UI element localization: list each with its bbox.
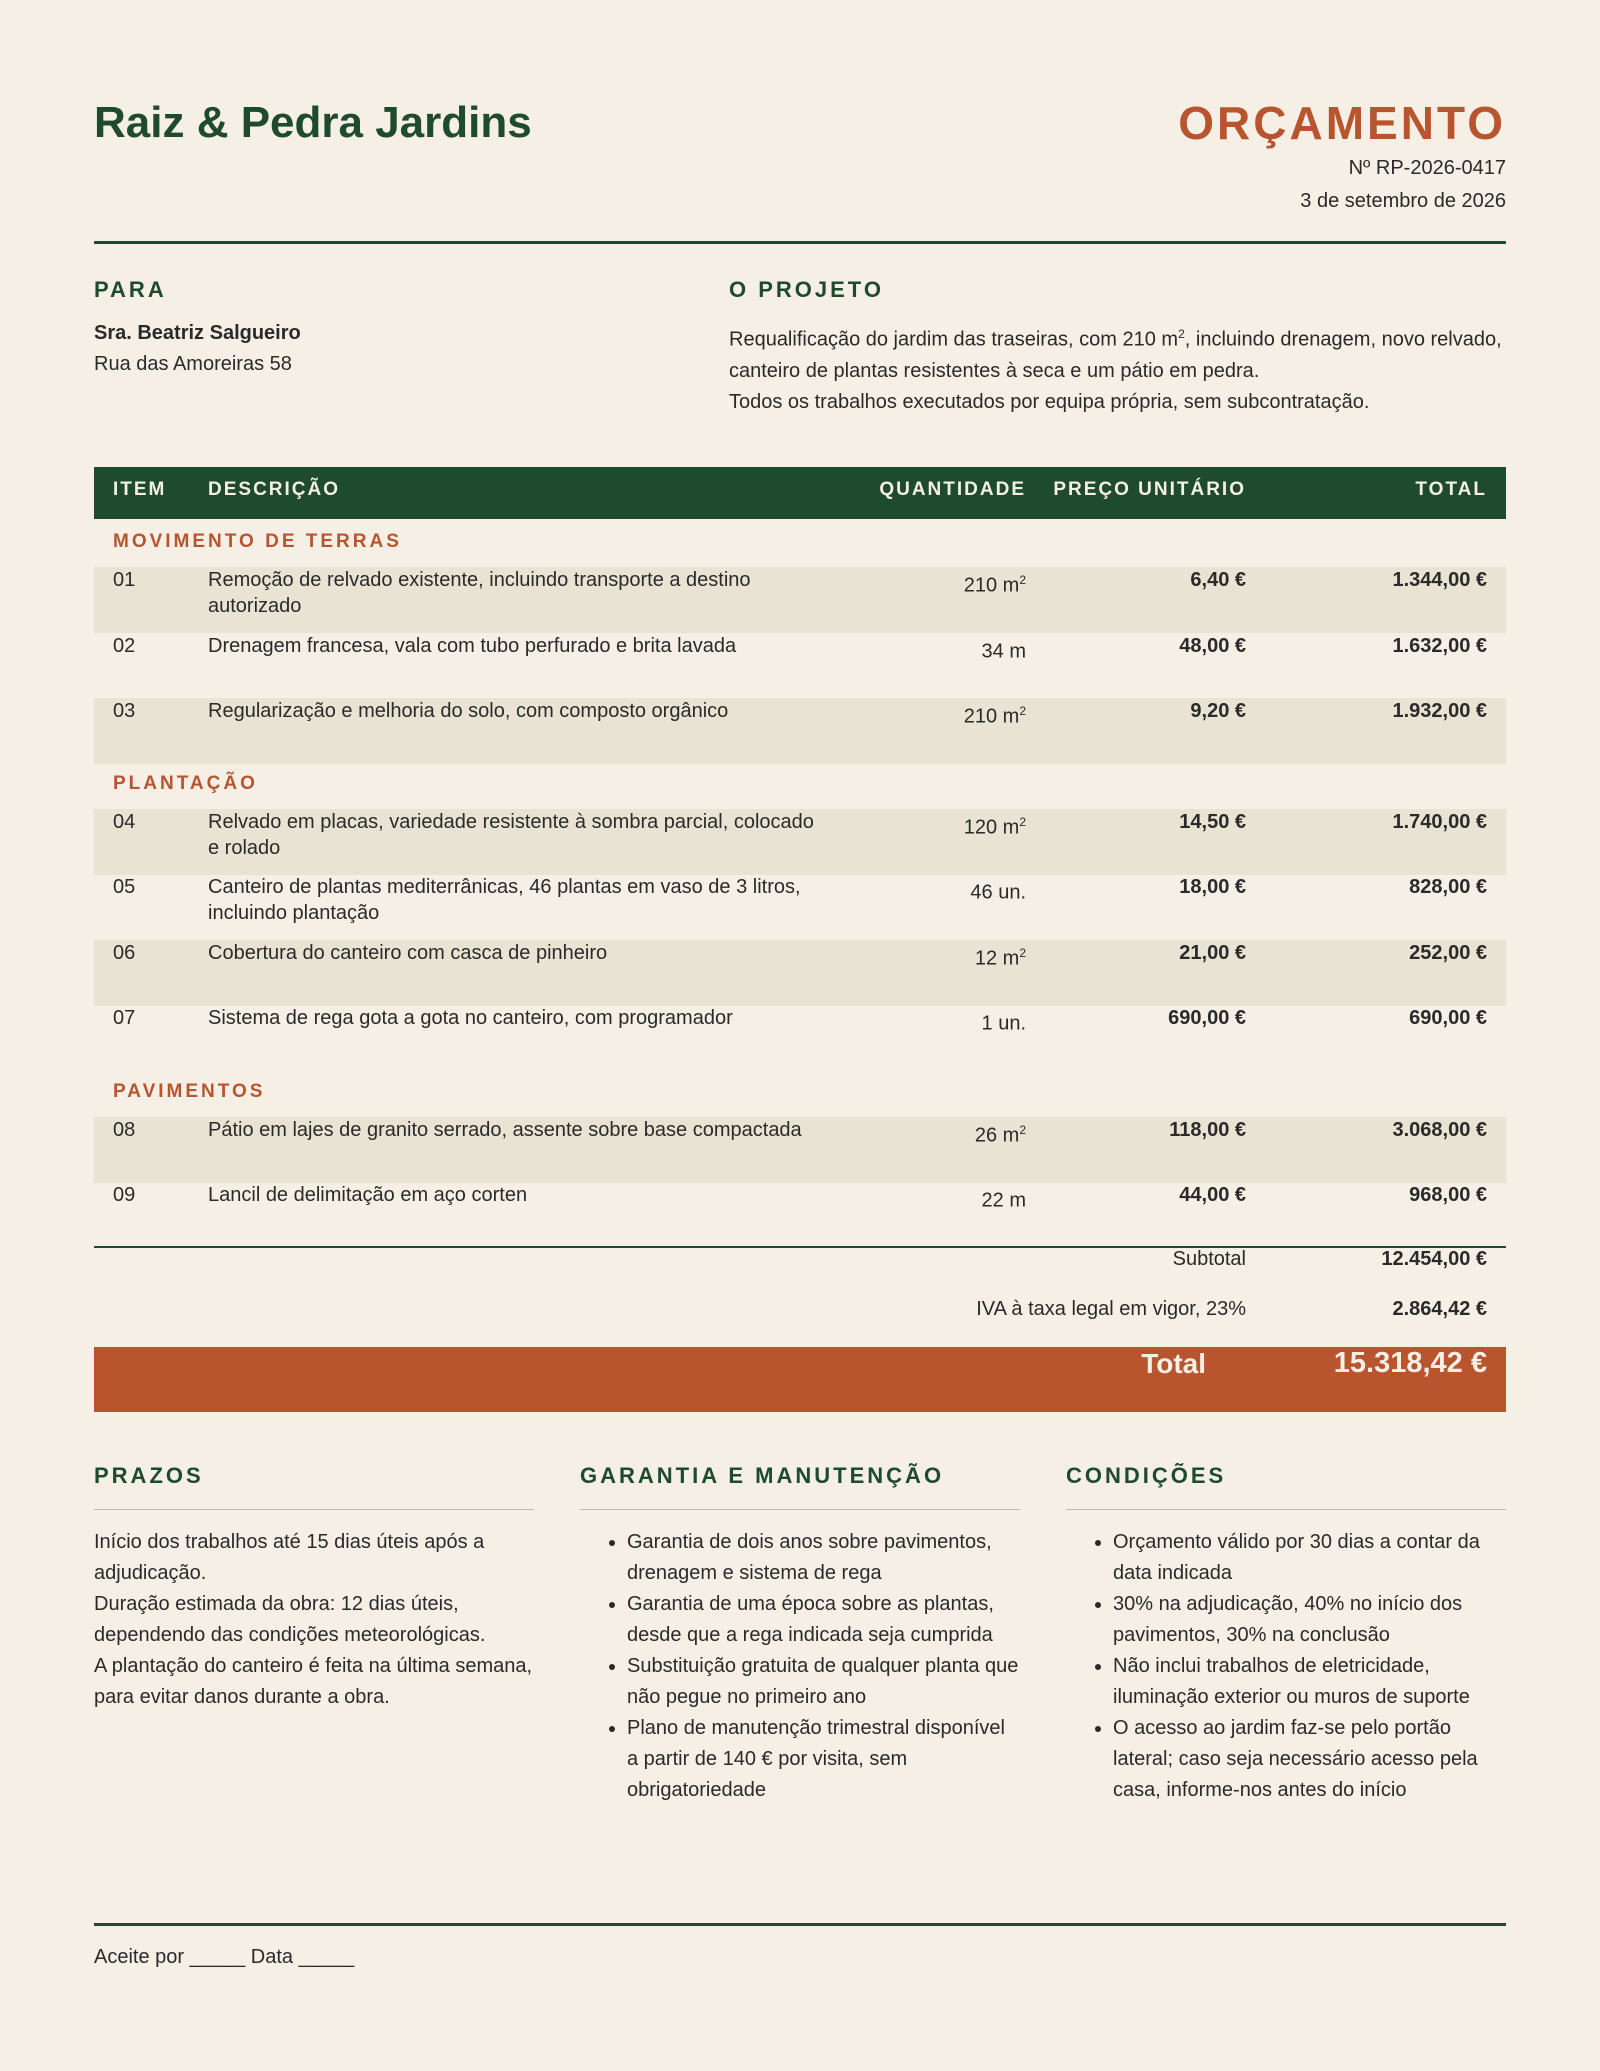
qty-value: 210 m — [963, 705, 1020, 728]
condicoes-list — [1066, 1527, 1506, 1806]
terms-condicoes — [1066, 1463, 1506, 1801]
row-description: Cobertura do canteiro com casca de pinheiro — [208, 942, 608, 964]
row-item: 03 — [113, 700, 136, 722]
document-number: Nº RP-2026-0417 — [1348, 157, 1506, 179]
prazos-paragraph: Início dos trabalhos até 15 dias úteis após a adjudicação. — [94, 1531, 485, 1584]
row-unit-price: 21,00 € — [1179, 942, 1246, 964]
row-unit-price: 690,00 € — [1168, 1007, 1246, 1029]
company-name: Raiz & Pedra Jardins — [94, 98, 532, 147]
row-unit-price: 44,00 € — [1179, 1184, 1246, 1206]
section-title: PLANTAÇÃO — [113, 773, 258, 794]
grand-total-label: Total — [1141, 1348, 1206, 1379]
prazos-divider — [94, 1509, 534, 1510]
row-item: 08 — [113, 1119, 136, 1141]
table-row — [94, 809, 1506, 875]
project-text-sup: 2 — [1178, 327, 1185, 341]
header-quantity: QUANTIDADE — [879, 479, 1026, 500]
row-unit-price: 9,20 € — [1190, 700, 1246, 722]
document-title: ORÇAMENTO — [1178, 97, 1506, 149]
qty-value: 22 m — [981, 1189, 1026, 1212]
qty-value: 120 m — [963, 816, 1020, 839]
qty-value: 210 m — [963, 574, 1020, 597]
project-text-b: , incluindo drenagem, novo relvado, canteiro de plantas resistentes à seca e um pátio em pedra. — [729, 328, 1502, 382]
row-quantity — [975, 940, 1026, 972]
row-item: 06 — [113, 942, 136, 964]
table-row — [94, 567, 1506, 633]
table-header — [94, 467, 1506, 519]
qty-value: 46 un. — [970, 881, 1026, 904]
table-row — [94, 698, 1506, 764]
grand-total-bar — [94, 1347, 1506, 1412]
condicoes-body — [1066, 1527, 1506, 1806]
row-unit-price: 48,00 € — [1179, 635, 1246, 657]
prazos-title: PRAZOS — [94, 1463, 204, 1488]
qty-value: 34 m — [981, 640, 1026, 663]
row-total: 690,00 € — [1409, 1007, 1487, 1029]
row-total: 252,00 € — [1409, 942, 1487, 964]
project-label: O PROJETO — [729, 277, 884, 302]
project-description — [729, 319, 1506, 418]
list-item: • Plano de manutenção trimestral disponível a partir de 140 € por visita, sem obrigatoriedade — [627, 1713, 1020, 1806]
table-row — [94, 633, 1506, 699]
row-item: 05 — [113, 876, 136, 898]
list-item: • Garantia de uma época sobre as plantas, desde que a rega indicada seja cumprida — [627, 1589, 1020, 1651]
qty-sup: 2 — [1019, 573, 1026, 587]
garantia-title: GARANTIA E MANUTENÇÃO — [580, 1463, 945, 1488]
table-row — [94, 874, 1506, 940]
row-total: 3.068,00 € — [1392, 1119, 1487, 1141]
row-description: Remoção de relvado existente, incluindo transporte a destino autorizado — [208, 569, 751, 617]
terms-prazos — [94, 1463, 534, 1708]
prazos-paragraph: A plantação do canteiro é feita na última semana, para evitar danos durante a obra. — [94, 1655, 533, 1708]
subtotal-value: 12.454,00 € — [1381, 1248, 1487, 1270]
totals-divider — [94, 1246, 1506, 1248]
header-total: TOTAL — [1415, 479, 1487, 500]
header-item: ITEM — [113, 479, 167, 500]
vat-label: IVA à taxa legal em vigor, 23% — [976, 1298, 1246, 1320]
row-description: Sistema de rega gota a gota no canteiro, com programador — [208, 1007, 733, 1029]
condicoes-divider — [1066, 1509, 1506, 1510]
row-item: 04 — [113, 811, 136, 833]
client-name: Sra. Beatriz Salgueiro — [94, 322, 301, 344]
row-item: 09 — [113, 1184, 136, 1206]
row-total: 1.740,00 € — [1392, 811, 1487, 833]
table-row — [94, 940, 1506, 1006]
row-unit-price: 118,00 € — [1169, 1119, 1246, 1141]
header-unit-price: PREÇO UNITÁRIO — [1053, 479, 1246, 500]
list-item: • Garantia de dois anos sobre pavimentos, drenagem e sistema de rega — [627, 1527, 1020, 1589]
header-description: DESCRIÇÃO — [208, 479, 341, 500]
row-total: 1.632,00 € — [1392, 635, 1487, 657]
row-total: 828,00 € — [1409, 876, 1487, 898]
row-item: 07 — [113, 1007, 136, 1029]
table-row — [94, 1182, 1506, 1248]
qty-sup: 2 — [1019, 1123, 1026, 1137]
list-item: • Orçamento válido por 30 dias a contar da data indicada — [1113, 1527, 1506, 1589]
section-title: MOVIMENTO DE TERRAS — [113, 531, 402, 552]
qty-value: 1 un. — [981, 1012, 1026, 1035]
grand-total-value: 15.318,42 € — [1333, 1347, 1487, 1379]
client-address: Rua das Amoreiras 58 — [94, 353, 292, 375]
list-item: • 30% na adjudicação, 40% no início dos pavimentos, 30% na conclusão — [1113, 1589, 1506, 1651]
row-unit-price: 6,40 € — [1190, 569, 1246, 591]
row-item: 01 — [113, 569, 136, 591]
garantia-list — [580, 1527, 1020, 1806]
row-description: Drenagem francesa, vala com tubo perfurado e brita lavada — [208, 635, 737, 657]
row-quantity — [970, 874, 1026, 906]
qty-sup: 2 — [1019, 815, 1026, 829]
row-total: 1.344,00 € — [1392, 569, 1487, 591]
row-description: Relvado em placas, variedade resistente à sombra parcial, colocado e rolado — [208, 811, 814, 859]
subtotal-label: Subtotal — [1172, 1248, 1246, 1270]
row-quantity — [982, 633, 1026, 665]
row-quantity — [964, 567, 1026, 599]
row-description: Regularização e melhoria do solo, com composto orgânico — [208, 700, 729, 722]
row-description: Canteiro de plantas mediterrânicas, 46 plantas em vaso de 3 litros, incluindo plantação — [208, 876, 801, 924]
signature-line: Aceite por _____ Data _____ — [94, 1946, 355, 1968]
prazos-body — [94, 1527, 534, 1713]
row-item: 02 — [113, 635, 136, 657]
row-total: 1.932,00 € — [1392, 700, 1487, 722]
header-divider — [94, 241, 1506, 244]
garantia-divider — [580, 1509, 1020, 1510]
list-item: • O acesso ao jardim faz-se pelo portão lateral; caso seja necessário acesso pela casa, informe-nos antes do início — [1113, 1713, 1506, 1806]
row-quantity — [975, 1117, 1026, 1149]
list-item: • Não inclui trabalhos de eletricidade, iluminação exterior ou muros de suporte — [1113, 1651, 1506, 1713]
quote-document — [94, 0, 1506, 2071]
qty-sup: 2 — [1019, 704, 1026, 718]
table-row — [94, 1005, 1506, 1071]
row-total: 968,00 € — [1409, 1184, 1487, 1206]
garantia-body — [580, 1527, 1020, 1806]
client-label: PARA — [94, 277, 167, 302]
row-unit-price: 14,50 € — [1179, 811, 1246, 833]
qty-value: 26 m — [974, 1124, 1020, 1147]
condicoes-title: CONDIÇÕES — [1066, 1463, 1227, 1488]
qty-sup: 2 — [1019, 946, 1026, 960]
prazos-paragraph: Duração estimada da obra: 12 dias úteis, dependendo das condições meteorológicas. — [94, 1593, 486, 1646]
document-date: 3 de setembro de 2026 — [1300, 190, 1506, 212]
row-quantity — [982, 1182, 1026, 1214]
row-description: Lancil de delimitação em aço corten — [208, 1184, 528, 1206]
section-title: PAVIMENTOS — [113, 1081, 266, 1102]
row-description: Pátio em lajes de granito serrado, assente sobre base compactada — [208, 1119, 802, 1141]
footer-divider — [94, 1923, 1506, 1926]
vat-value: 2.864,42 € — [1392, 1298, 1487, 1320]
row-quantity — [982, 1005, 1026, 1037]
project-text-a: Requalificação do jardim das traseiras, com 210 m — [729, 328, 1179, 351]
project-text-c: Todos os trabalhos executados por equipa própria, sem subcontratação. — [729, 390, 1370, 413]
row-quantity — [964, 698, 1026, 730]
row-quantity — [964, 809, 1026, 841]
terms-garantia — [580, 1463, 1020, 1801]
qty-value: 12 m — [974, 947, 1020, 970]
list-item: • Substituição gratuita de qualquer planta que não pegue no primeiro ano — [627, 1651, 1020, 1713]
table-row — [94, 1117, 1506, 1183]
row-unit-price: 18,00 € — [1179, 876, 1246, 898]
